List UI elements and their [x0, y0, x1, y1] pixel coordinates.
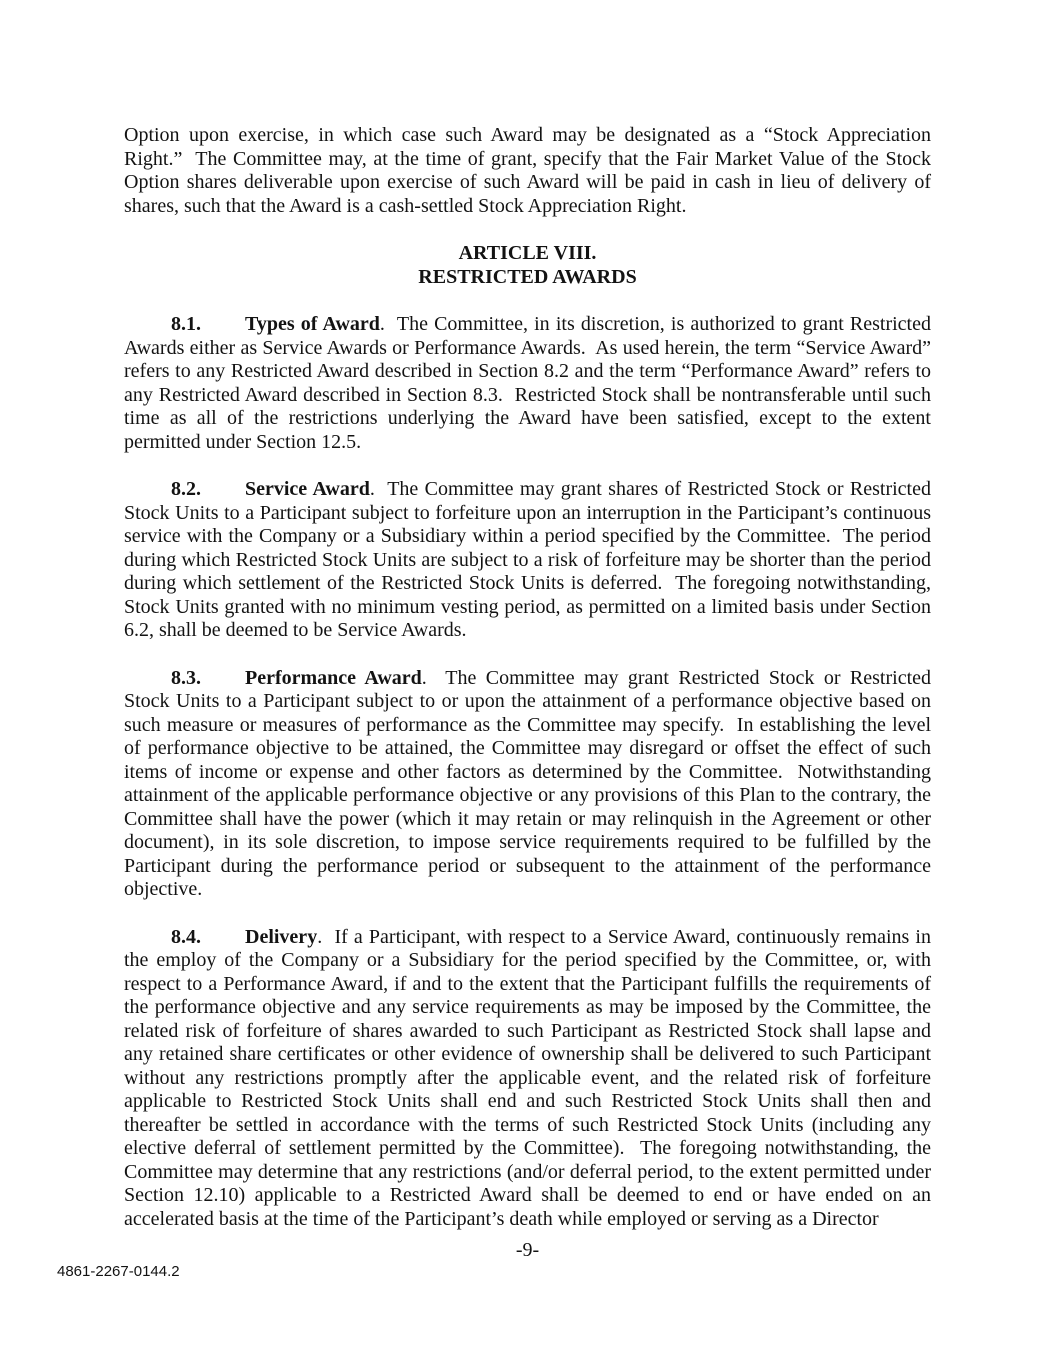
- article-heading: [124, 242, 931, 289]
- page-body: [124, 124, 931, 1255]
- section-number: 8.4.: [171, 925, 201, 948]
- section-number: 8.3.: [171, 666, 201, 689]
- section-title: Performance Award: [245, 666, 422, 689]
- tab-spacer: [201, 683, 245, 684]
- section-paragraph-8-1: [124, 313, 931, 454]
- document-id-footer: 4861-2267-0144.2: [57, 1263, 180, 1280]
- section-paragraph-8-2: [124, 478, 931, 643]
- section-paragraph-8-3: [124, 667, 931, 902]
- tab-spacer: [201, 494, 245, 495]
- intro-paragraph: Option upon exercise, in which case such Award may be designated as a “Stock Appreciation Right.” The Committee may, at the time of grant, specify that the Fair Market Value of the Stock Option shares deliverable upon exercise of such Award will be paid in cash in lieu of delivery of shares, such that the Award is a cash-settled Stock Appreciation Right.: [124, 124, 931, 217]
- section-title: Types of Award: [245, 313, 380, 335]
- article-heading-line2: RESTRICTED AWARDS: [418, 265, 637, 288]
- section-title: Service Award: [245, 478, 370, 500]
- page-number: -9-: [515, 1239, 540, 1261]
- tab-spacer: [201, 942, 245, 943]
- section-body: . The Committee may grant shares of Restricted Stock or Restricted Stock Units to a Participant subject to forfeiture upon an interruption in the Participant’s continuous service with the Company or a Subsidiary within a period specified by the Committee. The period during which Restricted Stock Units are subject to a risk of forfeiture may be shorter than the period during which settlement of the Restricted Stock Units is deferred. The foregoing notwithstanding, Stock Units granted with no minimum vesting period, as permitted on a limited basis under Section 6.2, shall be deemed to be Service Awards.: [124, 478, 931, 641]
- section-body: . The Committee, in its discretion, is authorized to grant Restricted Awards either as Service Awards or Performance Awards. As used herein, the term “Service Award” refers to any Restricted Award described in Section 8.2 and the term “Performance Award” refers to any Restricted Award described in Section 8.3. Restricted Stock shall be nontransferable until such time as all of the restrictions underlying the Award have been satisfied, except to the extent permitted under Section 12.5.: [124, 313, 931, 453]
- section-body: . If a Participant, with respect to a Service Award, continuously remains in the employ of the Company or a Subsidiary for the period specified by the Committee, or, with respect to a Performance Award, if and to the extent that the Participant fulfills the requirements of the performance objective and any service requirements as may be imposed by the Committee, the related risk of forfeiture of shares awarded to such Participant as Restricted Stock shall lapse and any retained share certificates or other evidence of ownership shall be delivered to such Participant without any restrictions promptly after the applicable event, and the related risk of forfeiture applicable to Restricted Stock Units shall end and such Restricted Stock Units shall then and thereafter be settled in accordance with the terms of such Restricted Stock Units (including any elective deferral of settlement permitted by the Committee). The foregoing notwithstanding, the Committee may determine that any restrictions (and/or deferral period, to the extent permitted under Section 12.10) applicable to a Restricted Award shall be deemed to end or have ended on an accelerated basis at the time of the Participant’s death while employed or serving as a Director: [124, 925, 931, 1230]
- section-number: 8.2.: [171, 478, 201, 500]
- section-paragraph-8-4: [124, 926, 931, 1232]
- section-body: . The Committee may grant Restricted Stock or Restricted Stock Units to a Participant subject to or upon the attainment of a performance objective based on such measure or measures of performance as the Committee may specify. In establishing the level of performance objective to be attained, the Committee may disregard or offset the effect of such items of income or expense and other factors as determined by the Committee. Notwithstanding attainment of the applicable performance objective or any provisions of this Plan to the contrary, the Committee shall have the power (which it may retain or may relinquish in the Agreement or other document), in its sole discretion, to impose service requirements required to be fulfilled by the Participant during the performance period or subsequent to the attainment of the performance objective.: [124, 666, 931, 900]
- section-number: 8.1.: [171, 313, 201, 335]
- article-heading-line1: ARTICLE VIII.: [458, 242, 597, 264]
- section-title: Delivery: [245, 925, 318, 948]
- tab-spacer: [201, 329, 245, 330]
